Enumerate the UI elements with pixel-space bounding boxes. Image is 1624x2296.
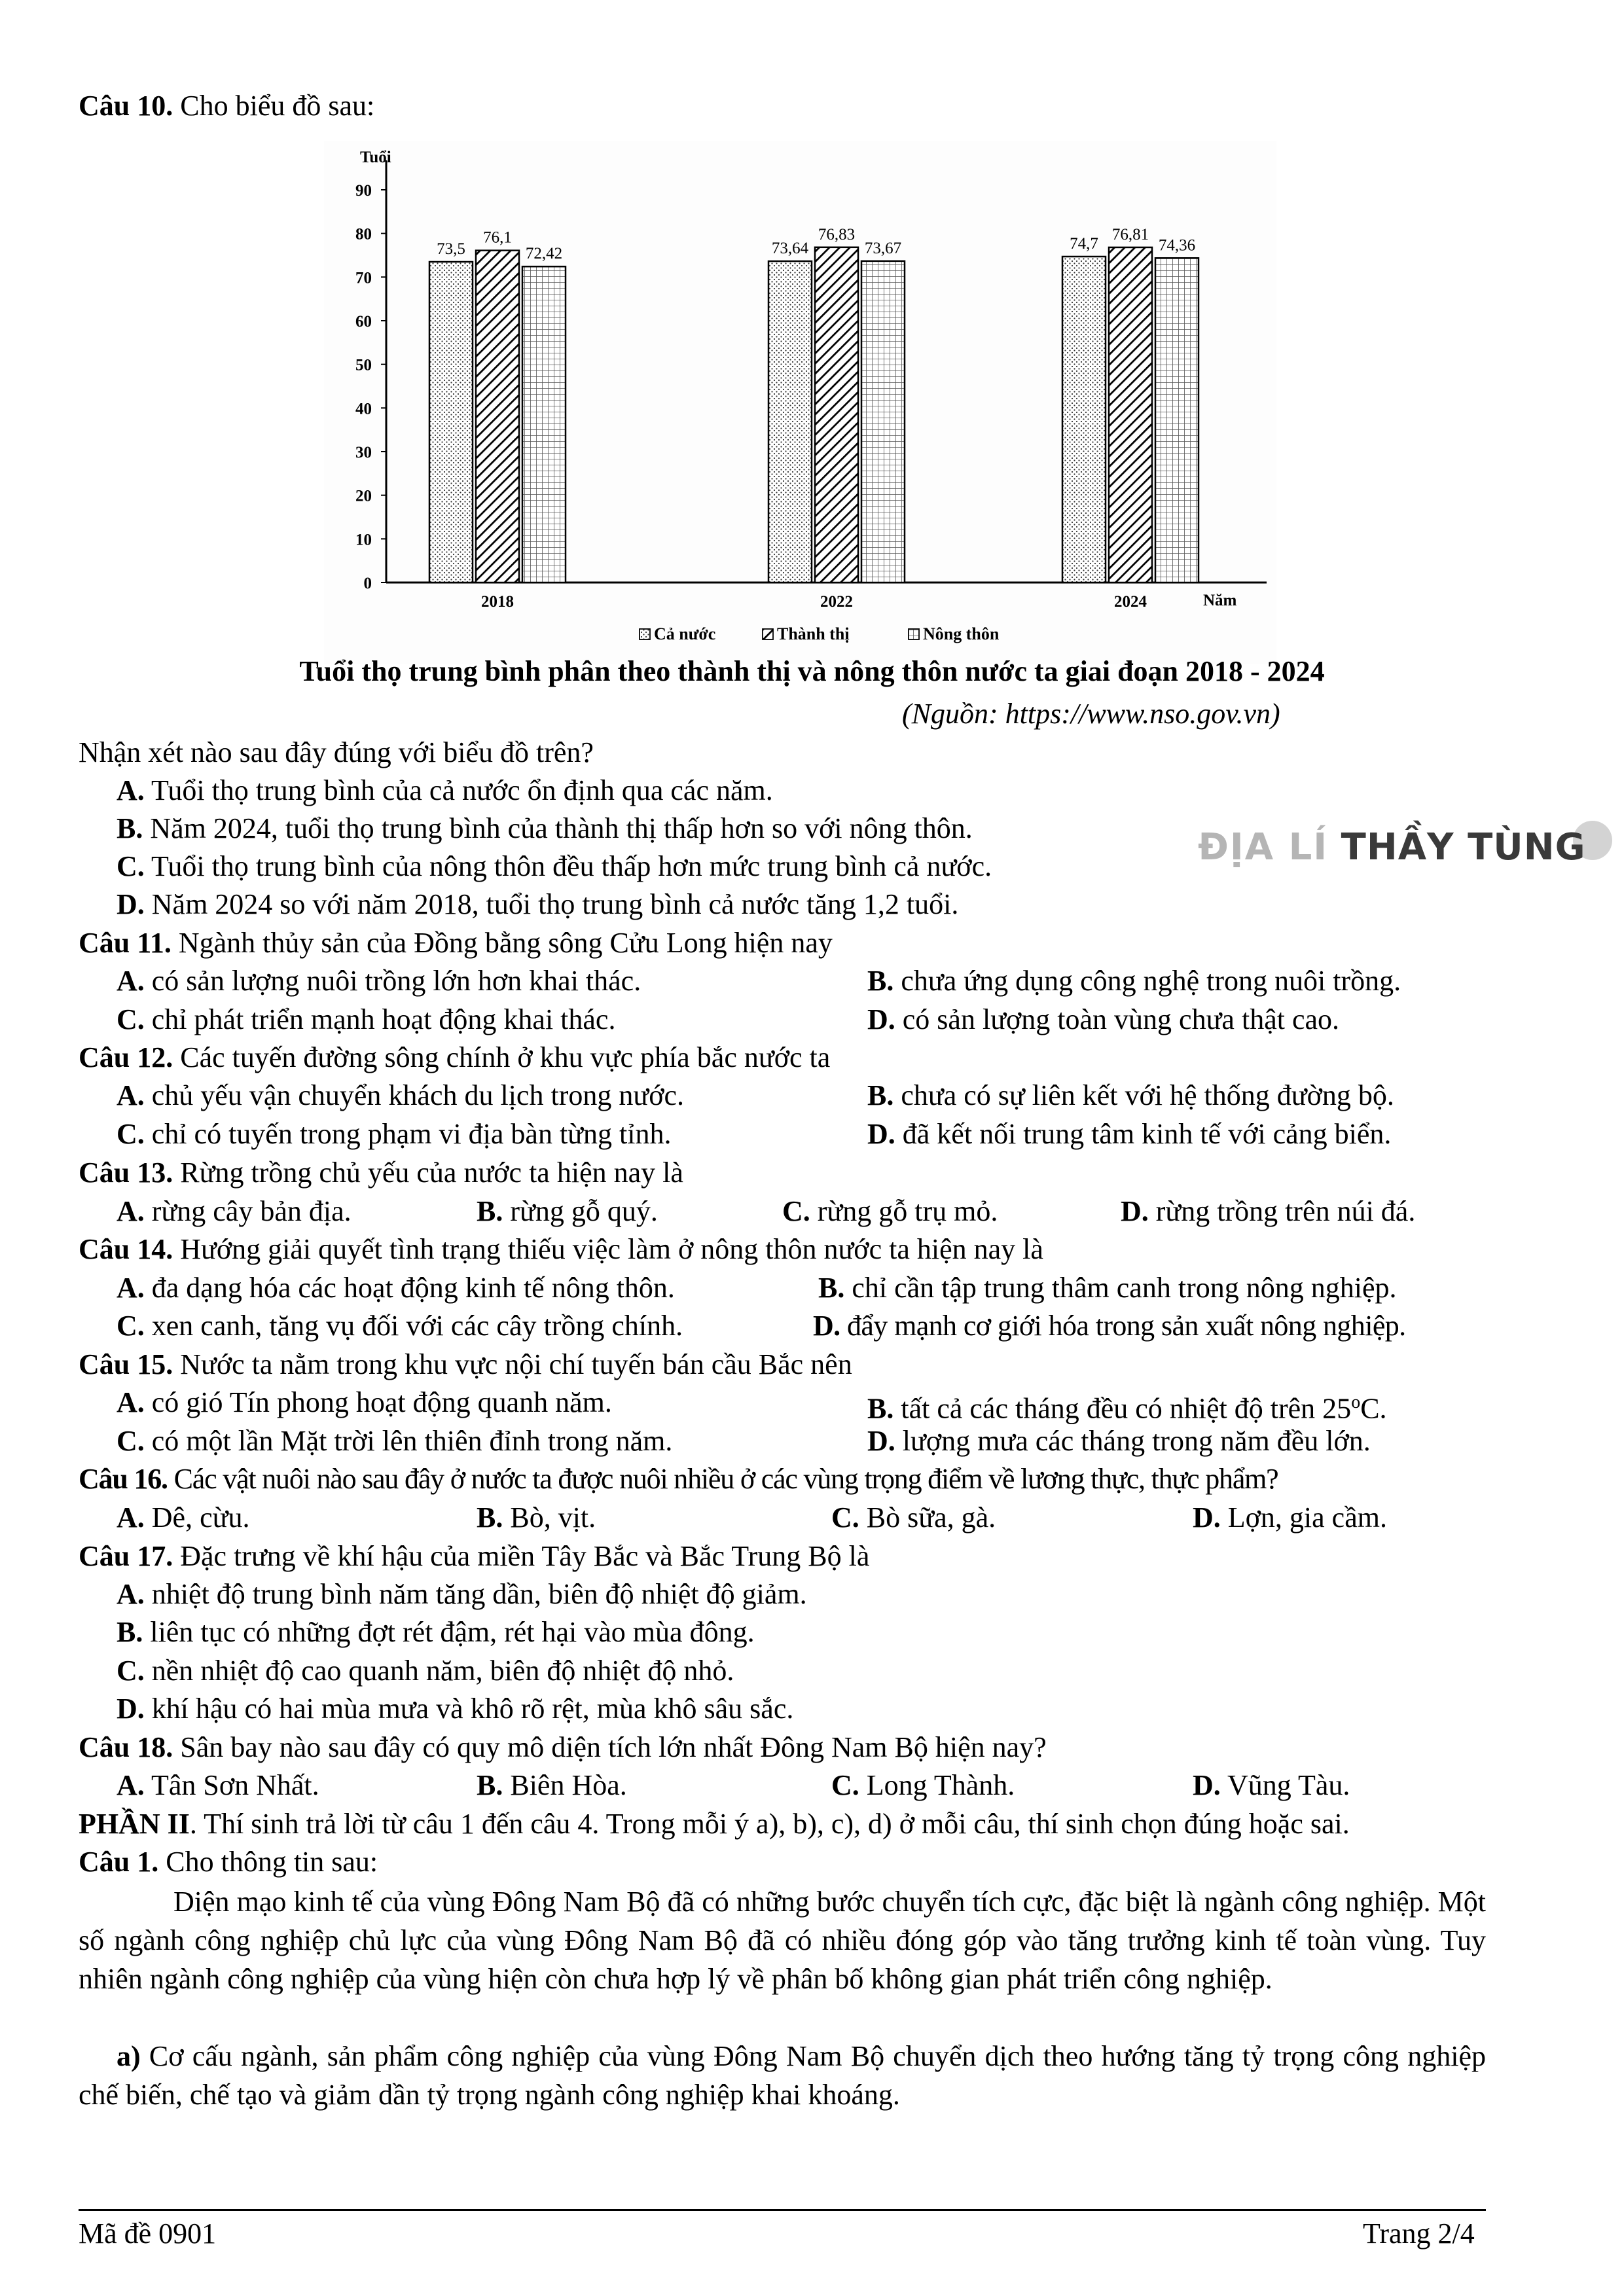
question-17-stem bbox=[79, 1538, 869, 1575]
life-expectancy-chart bbox=[324, 141, 1276, 664]
q13-option-a[interactable] bbox=[117, 1193, 352, 1230]
option-text: liên tục có những đợt rét đậm, rét hại vào mùa đông. bbox=[143, 1616, 755, 1648]
q12-option-c[interactable] bbox=[117, 1116, 671, 1153]
part-instruction-text: . Thí sinh trả lời từ câu 1 đến câu 4. Trong mỗi ý a), b), c), d) ở mỗi câu, thí sinh chọn đúng hoặc sai. bbox=[189, 1808, 1350, 1840]
option-label: A. bbox=[117, 1195, 145, 1227]
question-14-stem bbox=[79, 1231, 1043, 1268]
bar bbox=[429, 262, 473, 583]
option-text: Bò sữa, gà. bbox=[859, 1501, 996, 1534]
option-text: chủ yếu vận chuyển khách du lịch trong nước. bbox=[144, 1079, 684, 1111]
watermark-logo bbox=[1198, 826, 1586, 869]
option-text: rừng cây bản địa. bbox=[144, 1195, 352, 1227]
q11-option-d[interactable] bbox=[867, 1001, 1339, 1038]
question-text: Đặc trưng về khí hậu của miền Tây Bắc và Bắc Trung Bộ là bbox=[173, 1540, 870, 1572]
y-tick-label: 10 bbox=[355, 531, 372, 549]
q18-option-d[interactable] bbox=[1193, 1767, 1350, 1804]
option-label: C. bbox=[831, 1501, 859, 1534]
option-text: Năm 2024 so với năm 2018, tuổi thọ trung bình cả nước tăng 1,2 tuổi. bbox=[144, 888, 959, 920]
option-label: A. bbox=[117, 965, 145, 997]
question-text: Nước ta nằm trong khu vực nội chí tuyến bán cầu Bắc nên bbox=[173, 1348, 852, 1380]
q15-option-c[interactable] bbox=[117, 1423, 672, 1460]
y-tick-label: 40 bbox=[355, 400, 372, 418]
y-tick-label: 70 bbox=[355, 269, 372, 287]
exam-code: Mã đề 0901 bbox=[79, 2217, 217, 2250]
legend-swatch bbox=[909, 629, 919, 639]
q11-option-b[interactable] bbox=[867, 963, 1401, 999]
option-text: khí hậu có hai mùa mưa và khô rõ rệt, mùa khô sâu sắc. bbox=[144, 1693, 794, 1725]
option-label: B. bbox=[867, 965, 894, 997]
option-label: A. bbox=[117, 1079, 145, 1111]
option-text: chỉ phát triển mạnh hoạt động khai thác. bbox=[144, 1003, 616, 1035]
option-text: lượng mưa các tháng trong năm đều lớn. bbox=[895, 1425, 1371, 1457]
option-text: rừng gỗ quý. bbox=[503, 1195, 658, 1227]
chart-source: (Nguồn: https://www.nso.gov.vn) bbox=[902, 698, 1280, 730]
y-tick-label: 50 bbox=[355, 356, 372, 374]
q17-option-b[interactable] bbox=[117, 1614, 755, 1651]
data-label: 74,7 bbox=[1070, 235, 1098, 253]
footer-divider bbox=[79, 2209, 1486, 2211]
option-text: chưa ứng dụng công nghệ trong nuôi trồng. bbox=[893, 965, 1401, 997]
option-label: D. bbox=[1193, 1769, 1221, 1801]
question-number: Câu 10. bbox=[79, 90, 173, 122]
q16-option-a[interactable] bbox=[117, 1499, 249, 1536]
q18-option-b[interactable] bbox=[477, 1767, 627, 1804]
statement-a[interactable] bbox=[79, 2037, 1486, 2114]
question-number: Câu 17. bbox=[79, 1540, 173, 1572]
bar bbox=[861, 261, 905, 583]
q12-option-d[interactable] bbox=[867, 1116, 1391, 1153]
question-text: Các tuyến đường sông chính ở khu vực phía bắc nước ta bbox=[173, 1041, 831, 1073]
q15-option-b[interactable] bbox=[867, 1384, 1387, 1427]
question-number: Câu 1. bbox=[79, 1846, 159, 1878]
option-text: chỉ cần tập trung thâm canh trong nông nghiệp. bbox=[844, 1272, 1397, 1304]
data-label: 73,67 bbox=[864, 239, 902, 257]
option-text: có một lần Mặt trời lên thiên đỉnh trong năm. bbox=[144, 1425, 673, 1457]
option-label: D. bbox=[867, 1003, 895, 1035]
option-label: A. bbox=[117, 774, 145, 806]
question-number: Câu 16. bbox=[79, 1463, 168, 1495]
question-12-stem bbox=[79, 1039, 830, 1076]
option-text: chỉ có tuyến trong phạm vi địa bàn từng tỉnh. bbox=[144, 1118, 672, 1150]
q16-option-b[interactable] bbox=[477, 1499, 596, 1536]
option-text: đẩy mạnh cơ giới hóa trong sản xuất nông nghiệp. bbox=[840, 1310, 1406, 1342]
q13-option-c[interactable] bbox=[782, 1193, 998, 1230]
legend-swatch bbox=[640, 629, 650, 639]
option-label: A. bbox=[117, 1386, 145, 1418]
data-label: 73,64 bbox=[771, 240, 809, 258]
question-10-stem bbox=[79, 88, 374, 124]
part-heading: PHẦN II bbox=[79, 1808, 190, 1840]
option-text: Biên Hòa. bbox=[503, 1769, 627, 1801]
chart-caption: Tuổi thọ trung bình phân theo thành thị và nông thôn nước ta giai đoạn 2018 - 2024 bbox=[299, 655, 1325, 687]
x-axis-label: Năm bbox=[1203, 592, 1237, 609]
option-text: rừng gỗ trụ mỏ. bbox=[810, 1195, 998, 1227]
option-label: D. bbox=[867, 1425, 895, 1457]
question-15-stem bbox=[79, 1346, 852, 1383]
option-text: có gió Tín phong hoạt động quanh năm. bbox=[144, 1386, 612, 1418]
page-number: Trang 2/4 bbox=[1363, 2217, 1475, 2250]
part2-question-1-stem bbox=[79, 1844, 378, 1880]
q12-option-a[interactable] bbox=[117, 1077, 684, 1114]
q14-option-d[interactable] bbox=[813, 1308, 1406, 1344]
option-text: xen canh, tăng vụ đối với các cây trồng chính. bbox=[144, 1310, 683, 1342]
legend-label: Nông thôn bbox=[923, 624, 1000, 643]
option-label: A. bbox=[117, 1501, 145, 1534]
statement-label: a) bbox=[117, 2040, 141, 2072]
superscript: o bbox=[1351, 1392, 1361, 1412]
data-label: 76,1 bbox=[483, 228, 512, 247]
option-text: Tuổi thọ trung bình của cả nước ổn định qua các năm. bbox=[144, 774, 773, 806]
option-label: B. bbox=[818, 1272, 845, 1304]
data-label: 73,5 bbox=[437, 240, 465, 258]
option-text: chưa có sự liên kết với hệ thống đường bộ. bbox=[893, 1079, 1394, 1111]
option-label: C. bbox=[831, 1769, 859, 1801]
q11-option-a[interactable] bbox=[117, 963, 641, 999]
option-text: Lợn, gia cầm. bbox=[1220, 1501, 1387, 1534]
bar-chart-svg bbox=[324, 141, 1276, 664]
option-label: B. bbox=[117, 812, 143, 844]
question-number: Câu 14. bbox=[79, 1233, 173, 1265]
option-text: Bò, vịt. bbox=[503, 1501, 596, 1534]
question-text: Cho thông tin sau: bbox=[158, 1846, 378, 1878]
question-13-stem bbox=[79, 1155, 683, 1191]
option-text: có sản lượng nuôi trồng lớn hơn khai thác. bbox=[144, 965, 641, 997]
data-label: 76,81 bbox=[1111, 225, 1149, 243]
y-tick-label: 60 bbox=[355, 313, 372, 331]
question-18-stem bbox=[79, 1729, 1047, 1766]
q16-option-c[interactable] bbox=[831, 1499, 996, 1536]
option-label: C. bbox=[117, 1003, 145, 1035]
q14-option-a[interactable] bbox=[117, 1270, 675, 1306]
q18-option-a[interactable] bbox=[117, 1767, 319, 1804]
option-text: có sản lượng toàn vùng chưa thật cao. bbox=[895, 1003, 1339, 1035]
q17-option-a[interactable] bbox=[117, 1576, 807, 1613]
q15-option-a[interactable] bbox=[117, 1384, 612, 1421]
option-label: B. bbox=[477, 1195, 503, 1227]
data-label: 76,83 bbox=[818, 225, 856, 243]
option-label: D. bbox=[117, 1693, 145, 1725]
option-text-unit: C. bbox=[1360, 1392, 1387, 1425]
option-text: tất cả các tháng đều có nhiệt độ trên 25 bbox=[893, 1392, 1352, 1425]
q15-option-d[interactable] bbox=[867, 1423, 1371, 1460]
q17-option-c[interactable] bbox=[117, 1653, 734, 1689]
y-tick-label: 90 bbox=[355, 182, 372, 200]
y-tick-label: 0 bbox=[363, 575, 372, 592]
x-tick-label: 2024 bbox=[1114, 593, 1147, 611]
part-2-instruction bbox=[79, 1806, 1350, 1842]
q17-option-d[interactable] bbox=[117, 1691, 793, 1727]
q13-option-d[interactable] bbox=[1121, 1193, 1415, 1230]
question-11-stem bbox=[79, 925, 833, 961]
question-text: Các vật nuôi nào sau đây ở nước ta được nuôi nhiều ở các vùng trọng điểm về lương thực, thực phẩm? bbox=[167, 1463, 1278, 1495]
option-text: rừng trồng trên núi đá. bbox=[1148, 1195, 1416, 1227]
bar bbox=[1109, 247, 1152, 583]
bar bbox=[768, 261, 812, 583]
q13-option-b[interactable] bbox=[477, 1193, 658, 1230]
legend-label: Thành thị bbox=[777, 624, 850, 643]
question-text: Rừng trồng chủ yếu của nước ta hiện nay là bbox=[173, 1157, 683, 1189]
option-label: C. bbox=[117, 850, 145, 882]
bar bbox=[522, 266, 566, 583]
option-label: D. bbox=[813, 1310, 840, 1342]
option-text: đã kết nối trung tâm kinh tế với cảng biển. bbox=[895, 1118, 1392, 1150]
option-label: C. bbox=[782, 1195, 810, 1227]
option-label: B. bbox=[867, 1392, 894, 1425]
option-label: D. bbox=[117, 888, 145, 920]
statement-text: Cơ cấu ngành, sản phẩm công nghiệp của vùng Đông Nam Bộ chuyển dịch theo hướng tăng tỷ trọng công nghiệp chế biến, chế tạo và giảm dần tỷ trọng ngành công nghiệp khai khoáng. bbox=[79, 2040, 1486, 2111]
q16-option-d[interactable] bbox=[1193, 1499, 1387, 1536]
question-16-stem bbox=[79, 1461, 1278, 1498]
option-label: B. bbox=[867, 1079, 894, 1111]
option-label: C. bbox=[117, 1118, 145, 1150]
option-text: Long Thành. bbox=[859, 1769, 1015, 1801]
option-label: A. bbox=[117, 1272, 145, 1304]
y-tick-label: 30 bbox=[355, 444, 372, 461]
info-paragraph bbox=[79, 1882, 1486, 1998]
data-label: 72,42 bbox=[525, 245, 563, 263]
option-text: nền nhiệt độ cao quanh năm, biên độ nhiệt độ nhỏ. bbox=[144, 1655, 734, 1687]
option-text: Tuổi thọ trung bình của nông thôn đều thấp hơn mức trung bình cả nước. bbox=[144, 850, 992, 882]
option-label: A. bbox=[117, 1769, 145, 1801]
option-label: A. bbox=[117, 1578, 145, 1610]
q12-option-b[interactable] bbox=[867, 1077, 1394, 1114]
q14-option-b[interactable] bbox=[818, 1270, 1396, 1306]
bar bbox=[476, 251, 519, 583]
option-label: B. bbox=[477, 1769, 503, 1801]
question-10-prompt: Nhận xét nào sau đây đúng với biểu đồ trên? bbox=[79, 736, 594, 768]
bar bbox=[815, 247, 858, 583]
option-label: B. bbox=[477, 1501, 503, 1534]
option-text: Tân Sơn Nhất. bbox=[144, 1769, 319, 1801]
question-text: Hướng giải quyết tình trạng thiếu việc làm ở nông thôn nước ta hiện nay là bbox=[173, 1233, 1043, 1265]
q10-option-c[interactable] bbox=[117, 848, 992, 885]
bar bbox=[1062, 257, 1106, 583]
option-label: D. bbox=[867, 1118, 895, 1150]
option-label: B. bbox=[117, 1616, 143, 1648]
option-label: D. bbox=[1121, 1195, 1149, 1227]
option-label: D. bbox=[1193, 1501, 1221, 1534]
q14-option-c[interactable] bbox=[117, 1308, 683, 1344]
y-tick-label: 20 bbox=[355, 487, 372, 505]
option-text: đa dạng hóa các hoạt động kinh tế nông thôn. bbox=[144, 1272, 675, 1304]
question-number: Câu 15. bbox=[79, 1348, 173, 1380]
option-label: C. bbox=[117, 1655, 145, 1687]
question-number: Câu 13. bbox=[79, 1157, 173, 1189]
question-number: Câu 12. bbox=[79, 1041, 173, 1073]
option-text: Năm 2024, tuổi thọ trung bình của thành thị thấp hơn so với nông thôn. bbox=[143, 812, 973, 844]
question-text: Ngành thủy sản của Đồng bằng sông Cửu Long hiện nay bbox=[171, 927, 833, 959]
paragraph-text: Diện mạo kinh tế của vùng Đông Nam Bộ đã có những bước chuyển tích cực, đặc biệt là ngành công nghiệp. Một số ngành công nghiệp chủ lực của vùng Đông Nam Bộ đã có nhiều đóng góp vào tăng trưởng kinh tế toàn vùng. Tuy nhiên ngành công nghiệp của vùng hiện còn chưa hợp lý về phân bố không gian phát triển công nghiệp. bbox=[79, 1886, 1486, 1995]
q10-option-a[interactable] bbox=[117, 772, 773, 809]
question-text: Sân bay nào sau đây có quy mô diện tích lớn nhất Đông Nam Bộ hiện nay? bbox=[173, 1731, 1047, 1763]
option-text: Dê, cừu. bbox=[144, 1501, 250, 1534]
question-number: Câu 18. bbox=[79, 1731, 173, 1763]
legend-label: Cả nước bbox=[654, 624, 716, 643]
y-tick-label: 80 bbox=[355, 225, 372, 243]
question-text: Cho biểu đồ sau: bbox=[173, 90, 375, 122]
option-text: Vũng Tàu. bbox=[1220, 1769, 1350, 1801]
q11-option-c[interactable] bbox=[117, 1001, 615, 1038]
question-number: Câu 11. bbox=[79, 927, 171, 959]
option-label: C. bbox=[117, 1425, 145, 1457]
bar bbox=[1155, 258, 1199, 583]
x-tick-label: 2018 bbox=[481, 593, 514, 611]
legend-swatch bbox=[763, 629, 773, 639]
q10-option-d[interactable] bbox=[117, 886, 958, 923]
watermark-part2: THẦY TÙNG bbox=[1341, 826, 1586, 869]
watermark-part1: ĐỊA LÍ bbox=[1198, 826, 1329, 869]
q18-option-c[interactable] bbox=[831, 1767, 1015, 1804]
data-label: 74,36 bbox=[1158, 236, 1196, 255]
option-label: C. bbox=[117, 1310, 145, 1342]
option-text: nhiệt độ trung bình năm tăng dần, biên độ nhiệt độ giảm. bbox=[144, 1578, 807, 1610]
q10-option-b[interactable] bbox=[117, 810, 973, 847]
y-axis-label: Tuổi bbox=[360, 149, 391, 166]
x-tick-label: 2022 bbox=[820, 593, 853, 611]
